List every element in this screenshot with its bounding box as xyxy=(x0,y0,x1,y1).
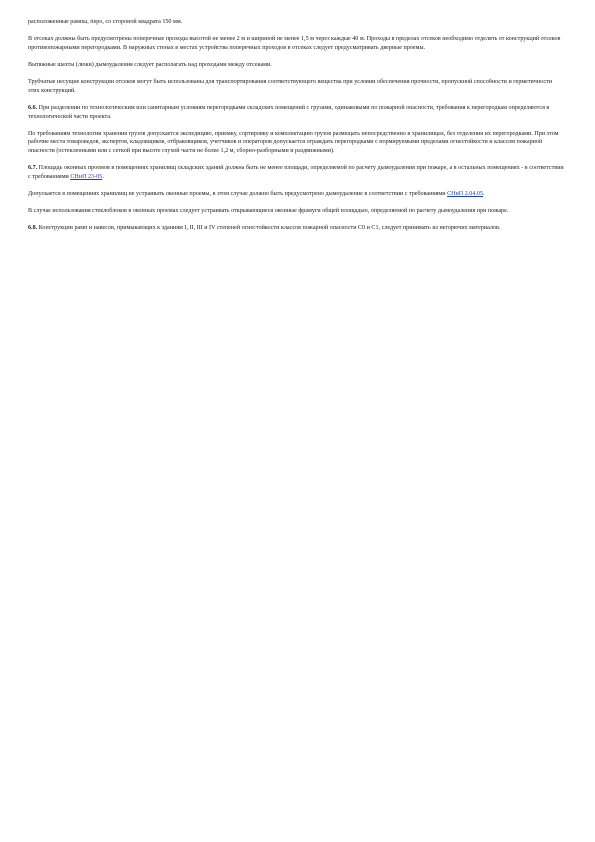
paragraph-text: По требованиям технологии хранения грузов допускается экспедицию, приемку, сортировку и комплектацию грузов размещать непосредственно в хранилищах, без отделения их перегородками. При этом рабочие места товароведов, экспертов, кладовщиков, отбраковщиков, учетчиков и операторов допускается ограждать перегородками с нормируемыми пределами огнестойкости и классом пожарной опасности (остекленными или с сеткой при высоте глухой части не более 1,2 м, сборно-разборными и раздвижными). xyxy=(28,130,559,154)
paragraph-text: расположенные рампы, перо, со стороной квадрата 150 мм. xyxy=(28,19,183,25)
clause-number: 6.6. xyxy=(28,104,38,111)
paragraph-3 xyxy=(28,61,564,70)
paragraph-text-end: . xyxy=(102,173,104,180)
paragraph-text: Площадь оконных проемов в помещениях хранилищ складских зданий должна быть не менее площади, определяемой по расчету дымоудаления при пожаре, а в остальных помещениях - в соответствии с требованиями xyxy=(28,165,564,180)
clause-number: 6.7. xyxy=(28,165,38,172)
paragraph-text: В отсеках должны быть предусмотрены поперечные проходы высотой не менее 2 м и шириной не менее 1,5 м через каждые 40 м. Проходы в пределах отсеков необходимо отделять от конструкций отсеков противопожарными перегородками. В наружных стенах в местах устройства поперечных проходов в отсеках следует предусматривать дверные проемы. xyxy=(28,36,561,51)
paragraph-text-end: . xyxy=(483,190,485,197)
paragraph-text: В случае использования стеклоблоков в оконных проемах следует устраивать открывающиеся оконные фрамуги общей площадью, определяемой по расчету дымоудаления при пожаре. xyxy=(28,208,509,215)
paragraph-2 xyxy=(28,35,564,52)
paragraph-4 xyxy=(28,78,564,95)
paragraph-6-7 xyxy=(28,164,564,181)
paragraph-text: Конструкции рамп и навесов, примыкающих к зданиям I, II, III и IV степеней огнестойкости классов пожарной опасности С0 и С1, следует принимать из негорючих материалов. xyxy=(37,225,501,232)
paragraph-6-8 xyxy=(28,224,564,233)
paragraph-1 xyxy=(28,18,564,27)
clause-number: 6.8. xyxy=(28,225,38,232)
snip-2-04-05-link[interactable]: СНиП 2.04.05 xyxy=(447,190,484,197)
document-page xyxy=(28,18,564,241)
paragraph-text: Допускается в помещениях хранилищ не устраивать оконные проемы, в этом случае должно быть предусмотрено дымоудаление в соответствии с требованиями xyxy=(28,190,448,197)
paragraph-text: При разделении по технологическим или санитарным условиям перегородками складских помещений с грузами, одинаковыми по пожарной опасности, требования к перегородкам определяются в технологической части проекта. xyxy=(28,104,550,120)
paragraph-text: Трубчатые несущие конструкции отсеков могут быть использованы для транспортирования соответствующего вещества при условии обеспечения прочности, пропускной способности и герметичности этих конструкций. xyxy=(28,79,552,94)
paragraph-8 xyxy=(28,190,564,199)
paragraph-6 xyxy=(28,130,564,156)
paragraph-6-6 xyxy=(28,104,564,121)
paragraph-9 xyxy=(28,207,564,216)
snip-23-05-link[interactable]: СНиП 23-05 xyxy=(70,173,103,180)
paragraph-text: Вытяжные шахты (люки) дымоудаления следует располагать над проходами между отсеками. xyxy=(28,61,272,68)
